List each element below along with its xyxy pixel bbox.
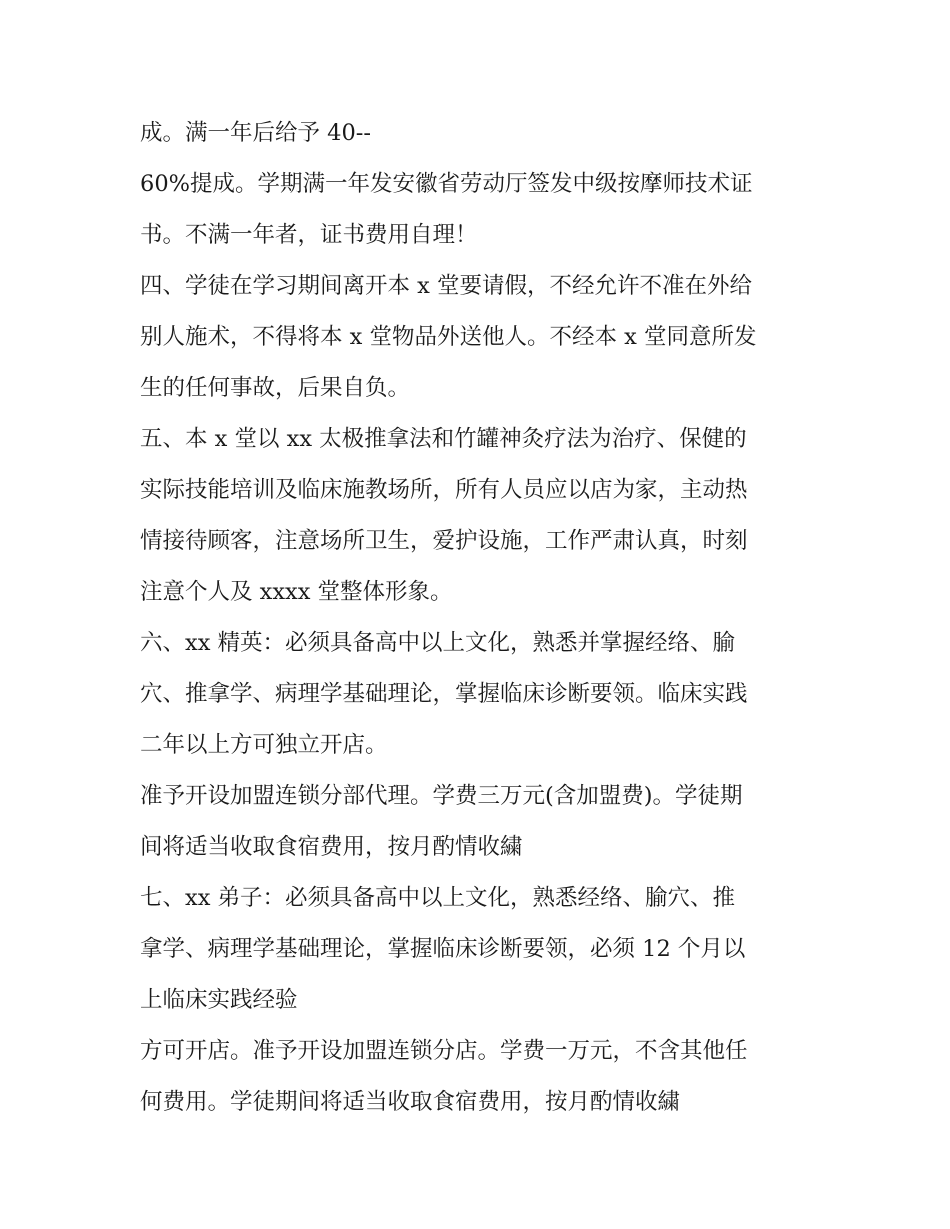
text-line: 六、xx 精英：必须具备高中以上文化，熟悉并掌握经络、腧 (140, 630, 736, 656)
text-line: 书。不满一年者，证书费用自理！ (140, 222, 478, 248)
text-line: 间将适当收取食宿费用，按月酌情收繍 (140, 834, 523, 860)
text-line: 五、本 x 堂以 xx 太极推拿法和竹罐神灸疗法为治疗、保健的 (140, 426, 747, 452)
text-line: 注意个人及 xxxx 堂整体形象。 (140, 579, 453, 605)
text-line: 四、学徒在学习期间离开本 x 堂要请假，不经允许不准在外给 (140, 273, 752, 299)
text-line: 穴、推拿学、病理学基础理论，掌握临床诊断要领。临床实践 (140, 681, 748, 707)
document-body (140, 108, 830, 1128)
text-line: 情接待顾客，注意场所卫生，爱护设施，工作严肃认真，时刻 (140, 528, 748, 554)
text-line: 七、xx 弟子：必须具备高中以上文化，熟悉经络、腧穴、推 (140, 885, 736, 911)
text-line: 拿学、病理学基础理论，掌握临床诊断要领，必须 12 个月以 (140, 936, 746, 962)
text-line: 方可开店。准予开设加盟连锁分店。学费一万元，不含其他任 (140, 1038, 748, 1064)
text-line: 实际技能培训及临床施教场所，所有人员应以店为家，主动热 (140, 477, 748, 503)
text-line: 成。满一年后给予 40-- (140, 120, 371, 146)
text-line: 何费用。学徒期间将适当收取食宿费用，按月酌情收繍 (140, 1089, 681, 1115)
text-line: 生的任何事故，后果自负。 (140, 375, 411, 401)
text-line: 二年以上方可独立开店。 (140, 732, 388, 758)
text-line: 上临床实践经验 (140, 987, 298, 1013)
text-line: 60%提成。学期满一年发安徽省劳动厅签发中级按摩师技术证 (140, 171, 753, 197)
text-line: 准予开设加盟连锁分部代理。学费三万元(含加盟费)。学徒期 (140, 783, 743, 809)
text-line: 别人施术，不得将本 x 堂物品外送他人。不经本 x 堂同意所发 (140, 324, 757, 350)
